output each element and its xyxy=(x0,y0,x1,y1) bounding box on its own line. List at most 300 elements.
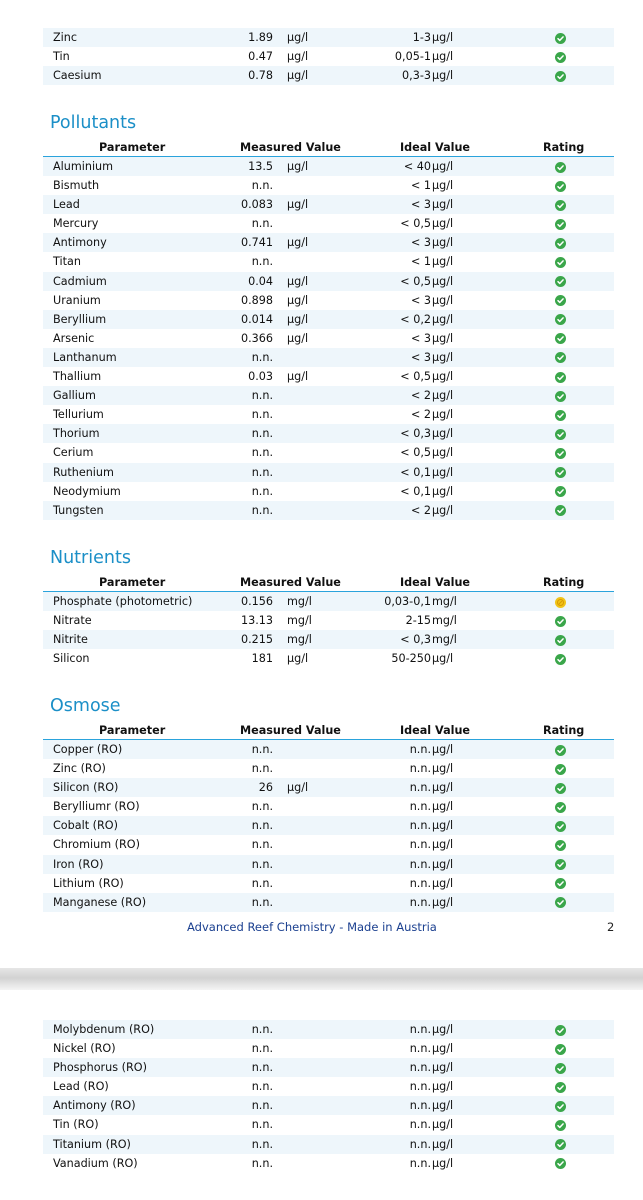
table-row xyxy=(43,482,614,501)
measured-value: n.n. xyxy=(251,1099,273,1113)
ideal-value: < 40 xyxy=(403,160,431,173)
measured-value: n.n. xyxy=(251,446,273,460)
ideal-unit: µg/l xyxy=(432,743,454,756)
parameter-name: Beryllium xyxy=(53,312,107,326)
ideal-unit: µg/l xyxy=(432,69,454,83)
check-circle-icon xyxy=(555,200,566,211)
ideal-value: n.n. xyxy=(409,895,431,909)
parameter-name: Ruthenium xyxy=(53,465,114,479)
ideal-unit: µg/l xyxy=(432,312,454,326)
ideal-unit: µg/l xyxy=(432,1118,454,1132)
ideal-value: < 3 xyxy=(410,331,431,345)
table-row xyxy=(43,291,614,310)
pollutants-header xyxy=(43,139,614,157)
table-row xyxy=(43,66,614,85)
measured-unit: µg/l xyxy=(287,236,309,250)
ideal-unit: µg/l xyxy=(432,31,454,44)
ideal-value: n.n. xyxy=(409,1042,431,1056)
measured-unit: µg/l xyxy=(287,652,309,666)
header-ideal: Ideal Value xyxy=(400,724,471,737)
ideal-value: n.n. xyxy=(409,1080,431,1094)
measured-unit: µg/l xyxy=(287,781,309,795)
check-circle-icon xyxy=(555,181,566,192)
measured-value: n.n. xyxy=(251,819,273,833)
table-row xyxy=(43,759,614,778)
parameter-name: Silicon xyxy=(53,652,90,666)
ideal-value: < 1 xyxy=(410,179,431,193)
parameter-name: Berylliumr (RO) xyxy=(53,800,140,814)
ideal-unit: µg/l xyxy=(432,179,454,193)
ideal-unit: mg/l xyxy=(432,595,457,608)
table-row xyxy=(43,195,614,214)
ideal-value: n.n. xyxy=(409,819,431,833)
ideal-value: < 0,5 xyxy=(400,370,431,384)
measured-value: 0.156 xyxy=(240,595,273,608)
check-circle-icon xyxy=(555,391,566,402)
check-circle-icon xyxy=(555,314,566,325)
check-circle-icon xyxy=(555,467,566,478)
measured-value: 0.366 xyxy=(240,331,273,345)
ideal-value: n.n. xyxy=(409,743,431,756)
table-row xyxy=(43,233,614,252)
measured-value: 0.215 xyxy=(240,633,273,647)
check-circle-icon xyxy=(555,448,566,459)
ideal-unit: µg/l xyxy=(432,389,454,403)
parameter-name: Thorium xyxy=(53,427,100,441)
ideal-unit: µg/l xyxy=(432,503,454,517)
measured-unit: µg/l xyxy=(287,331,309,345)
measured-unit: mg/l xyxy=(287,614,312,628)
parameter-name: Zinc (RO) xyxy=(53,762,106,776)
ideal-value: < 2 xyxy=(410,503,431,517)
check-circle-icon xyxy=(555,821,566,832)
ideal-value: < 0,2 xyxy=(400,312,431,326)
measured-value: n.n. xyxy=(251,217,273,231)
check-circle-icon xyxy=(555,410,566,421)
measured-unit: µg/l xyxy=(287,293,309,307)
ideal-unit: µg/l xyxy=(432,236,454,250)
parameter-name: Silicon (RO) xyxy=(53,781,119,795)
measured-unit: µg/l xyxy=(287,31,309,44)
check-circle-icon xyxy=(555,372,566,383)
ideal-value: n.n. xyxy=(409,1061,431,1075)
osmose-header xyxy=(43,722,614,740)
ideal-unit: µg/l xyxy=(432,446,454,460)
check-circle-icon xyxy=(555,897,566,908)
measured-value: n.n. xyxy=(251,762,273,776)
parameter-name: Lead xyxy=(53,198,80,212)
parameter-name: Tin (RO) xyxy=(53,1118,99,1132)
measured-value: 0.083 xyxy=(240,198,273,212)
parameter-name: Chromium (RO) xyxy=(53,838,140,852)
check-circle-icon xyxy=(555,333,566,344)
measured-value: n.n. xyxy=(251,484,273,498)
ideal-value: < 0,3 xyxy=(400,633,431,647)
ideal-unit: µg/l xyxy=(432,1023,454,1036)
table-row xyxy=(43,310,614,329)
header-measured: Measured Value xyxy=(240,724,341,737)
header-ideal: Ideal Value xyxy=(400,141,471,154)
pollutants-table xyxy=(43,157,614,520)
parameter-name: Nickel (RO) xyxy=(53,1042,116,1056)
check-circle-icon xyxy=(555,635,566,646)
measured-unit: µg/l xyxy=(287,160,309,173)
measured-value: n.n. xyxy=(251,389,273,403)
check-circle-icon xyxy=(555,52,566,63)
footer-text: Advanced Reef Chemistry - Made in Austria xyxy=(187,920,437,934)
ideal-value: < 2 xyxy=(410,389,431,403)
check-circle-icon xyxy=(555,1158,566,1169)
table-row xyxy=(43,1135,614,1154)
check-circle-icon xyxy=(555,745,566,756)
check-circle-icon xyxy=(555,802,566,813)
ideal-value: 0,03-0,1 xyxy=(384,595,431,608)
table-row xyxy=(43,463,614,482)
header-rating: Rating xyxy=(543,576,585,589)
header-rating: Rating xyxy=(543,141,585,154)
table-row xyxy=(43,28,614,47)
check-circle-icon xyxy=(555,486,566,497)
ideal-unit: µg/l xyxy=(432,652,454,666)
ideal-unit: µg/l xyxy=(432,1042,454,1056)
check-circle-icon xyxy=(555,1139,566,1150)
check-circle-icon xyxy=(555,859,566,870)
measured-unit: mg/l xyxy=(287,595,312,608)
table-row xyxy=(43,176,614,195)
ideal-unit: µg/l xyxy=(432,819,454,833)
table-row xyxy=(43,592,614,611)
check-circle-icon xyxy=(555,257,566,268)
check-circle-icon xyxy=(555,276,566,287)
page-break xyxy=(0,968,643,990)
ideal-value: < 0,5 xyxy=(400,446,431,460)
parameter-name: Vanadium (RO) xyxy=(53,1156,138,1170)
check-circle-icon xyxy=(555,429,566,440)
ideal-unit: µg/l xyxy=(432,1156,454,1170)
parameter-name: Tin xyxy=(53,50,70,64)
ideal-unit: µg/l xyxy=(432,895,454,909)
measured-value: n.n. xyxy=(251,427,273,441)
ideal-value: 50-250 xyxy=(391,652,431,666)
check-circle-icon xyxy=(555,1063,566,1074)
measured-unit: µg/l xyxy=(287,69,309,83)
check-circle-icon xyxy=(555,654,566,665)
table-row xyxy=(43,1154,614,1173)
ideal-value: 0,3-3 xyxy=(402,69,431,83)
table-row xyxy=(43,1039,614,1058)
header-measured: Measured Value xyxy=(240,576,341,589)
check-circle-icon xyxy=(555,352,566,363)
parameter-name: Gallium xyxy=(53,389,96,403)
check-circle-icon xyxy=(555,33,566,44)
ideal-unit: µg/l xyxy=(432,427,454,441)
measured-value: n.n. xyxy=(251,503,273,517)
measured-value: 0.898 xyxy=(240,293,273,307)
table-row xyxy=(43,252,614,271)
measured-value: 0.03 xyxy=(248,370,273,384)
ideal-value: < 3 xyxy=(410,293,431,307)
ideal-unit: µg/l xyxy=(432,408,454,422)
ideal-value: n.n. xyxy=(409,857,431,871)
ideal-unit: µg/l xyxy=(432,762,454,776)
parameter-name: Caesium xyxy=(53,69,102,83)
ideal-unit: µg/l xyxy=(432,1099,454,1113)
table-row xyxy=(43,1020,614,1039)
check-circle-icon xyxy=(555,238,566,249)
measured-value: n.n. xyxy=(251,895,273,909)
ideal-unit: µg/l xyxy=(432,50,454,64)
ideal-unit: µg/l xyxy=(432,274,454,288)
parameter-name: Antimony (RO) xyxy=(53,1099,136,1113)
ideal-unit: µg/l xyxy=(432,217,454,231)
parameter-name: Thallium xyxy=(53,370,102,384)
parameter-name: Manganese (RO) xyxy=(53,895,147,909)
measured-value: n.n. xyxy=(251,179,273,193)
table-row xyxy=(43,630,614,649)
ideal-value: < 3 xyxy=(410,350,431,364)
ideal-value: 1-3 xyxy=(412,31,431,44)
measured-unit: mg/l xyxy=(287,633,312,647)
parameter-name: Tellurium xyxy=(53,408,104,422)
check-circle-icon xyxy=(555,878,566,889)
check-circle-icon xyxy=(555,1101,566,1112)
parameter-name: Lead (RO) xyxy=(53,1080,109,1094)
table-row xyxy=(43,1077,614,1096)
ideal-unit: µg/l xyxy=(432,1061,454,1075)
parameter-name: Molybdenum (RO) xyxy=(53,1023,155,1036)
ideal-unit: µg/l xyxy=(432,465,454,479)
measured-value: n.n. xyxy=(251,408,273,422)
table-row xyxy=(43,348,614,367)
check-circle-icon xyxy=(555,616,566,627)
ideal-unit: µg/l xyxy=(432,293,454,307)
measured-value: 0.78 xyxy=(248,69,273,83)
ideal-value: < 0,5 xyxy=(400,217,431,231)
table-row xyxy=(43,214,614,233)
ideal-unit: µg/l xyxy=(432,876,454,890)
parameter-name: Titanium (RO) xyxy=(53,1137,131,1151)
measured-value: n.n. xyxy=(251,857,273,871)
measured-value: 13.5 xyxy=(248,160,273,173)
ideal-unit: mg/l xyxy=(432,633,457,647)
ideal-value: 0,05-1 xyxy=(394,50,431,64)
parameter-name: Cerium xyxy=(53,446,94,460)
measured-value: n.n. xyxy=(251,1061,273,1075)
trace-elements-table xyxy=(43,28,614,85)
measured-unit: µg/l xyxy=(287,370,309,384)
ideal-value: n.n. xyxy=(409,800,431,814)
ideal-value: < 0,1 xyxy=(400,465,431,479)
parameter-name: Cadmium xyxy=(53,274,107,288)
parameter-name: Phosphate (photometric) xyxy=(53,595,193,608)
measured-value: n.n. xyxy=(251,1023,273,1036)
ideal-unit: µg/l xyxy=(432,350,454,364)
ideal-unit: mg/l xyxy=(432,614,457,628)
parameter-name: Phosphorus (RO) xyxy=(53,1061,147,1075)
parameter-name: Lanthanum xyxy=(53,350,117,364)
measured-value: 0.04 xyxy=(248,274,273,288)
measured-value: n.n. xyxy=(251,465,273,479)
ideal-value: < 0,3 xyxy=(400,427,431,441)
parameter-name: Cobalt (RO) xyxy=(53,819,118,833)
measured-unit: µg/l xyxy=(287,50,309,64)
table-row xyxy=(43,386,614,405)
osmose-title: Osmose xyxy=(50,696,121,716)
page-number: 2 xyxy=(607,920,615,934)
header-rating: Rating xyxy=(543,724,585,737)
measured-value: n.n. xyxy=(251,1042,273,1056)
measured-value: n.n. xyxy=(251,876,273,890)
table-row xyxy=(43,405,614,424)
measured-value: 0.741 xyxy=(240,236,273,250)
parameter-name: Neodymium xyxy=(53,484,121,498)
parameter-name: Aluminium xyxy=(53,160,114,173)
check-circle-icon xyxy=(555,505,566,516)
ideal-value: < 0,1 xyxy=(400,484,431,498)
measured-value: n.n. xyxy=(251,1080,273,1094)
table-row xyxy=(43,874,614,893)
measured-value: n.n. xyxy=(251,743,273,756)
ideal-value: < 0,5 xyxy=(400,274,431,288)
header-ideal: Ideal Value xyxy=(400,576,471,589)
table-row xyxy=(43,329,614,348)
table-row xyxy=(43,157,614,176)
measured-unit: µg/l xyxy=(287,312,309,326)
nutrients-title: Nutrients xyxy=(50,548,131,568)
measured-value: n.n. xyxy=(251,350,273,364)
parameter-name: Titan xyxy=(53,255,81,269)
parameter-name: Copper (RO) xyxy=(53,743,123,756)
table-row xyxy=(43,855,614,874)
ideal-unit: µg/l xyxy=(432,800,454,814)
table-row xyxy=(43,778,614,797)
nutrients-header xyxy=(43,574,614,592)
ideal-value: n.n. xyxy=(409,876,431,890)
check-circle-icon xyxy=(555,783,566,794)
check-circle-icon xyxy=(555,162,566,173)
measured-value: n.n. xyxy=(251,1118,273,1132)
measured-value: n.n. xyxy=(251,1137,273,1151)
osmose-table xyxy=(43,740,614,912)
ideal-unit: µg/l xyxy=(432,484,454,498)
measured-value: 0.014 xyxy=(240,312,273,326)
table-row xyxy=(43,893,614,912)
check-circle-icon xyxy=(555,295,566,306)
osmose-table-continued xyxy=(43,1020,614,1173)
header-parameter: Parameter xyxy=(99,141,166,154)
ideal-unit: µg/l xyxy=(432,160,454,173)
parameter-name: Arsenic xyxy=(53,331,95,345)
check-circle-icon xyxy=(555,71,566,82)
ideal-value: n.n. xyxy=(409,1099,431,1113)
ideal-value: n.n. xyxy=(409,781,431,795)
table-row xyxy=(43,816,614,835)
measured-value: 181 xyxy=(251,652,273,666)
measured-unit: µg/l xyxy=(287,198,309,212)
parameter-name: Antimony xyxy=(53,236,107,250)
parameter-name: Uranium xyxy=(53,293,101,307)
check-circle-icon xyxy=(555,1082,566,1093)
table-row xyxy=(43,649,614,668)
table-row xyxy=(43,740,614,759)
table-row xyxy=(43,501,614,520)
parameter-name: Lithium (RO) xyxy=(53,876,124,890)
ideal-value: n.n. xyxy=(409,1118,431,1132)
table-row xyxy=(43,1058,614,1077)
measured-value: n.n. xyxy=(251,800,273,814)
check-circle-icon xyxy=(555,219,566,230)
measured-value: 13.13 xyxy=(240,614,273,628)
ideal-unit: µg/l xyxy=(432,838,454,852)
ideal-value: n.n. xyxy=(409,838,431,852)
parameter-name: Tungsten xyxy=(53,503,104,517)
header-parameter: Parameter xyxy=(99,724,166,737)
table-row xyxy=(43,1096,614,1115)
measured-value: 26 xyxy=(258,781,273,795)
measured-value: n.n. xyxy=(251,1156,273,1170)
ideal-unit: µg/l xyxy=(432,1137,454,1151)
table-row xyxy=(43,367,614,386)
ideal-value: 2-15 xyxy=(405,614,431,628)
table-row xyxy=(43,443,614,462)
check-circle-icon xyxy=(555,1025,566,1036)
check-circle-icon xyxy=(555,764,566,775)
table-row xyxy=(43,272,614,291)
ideal-value: < 1 xyxy=(410,255,431,269)
measured-value: n.n. xyxy=(251,255,273,269)
pollutants-title: Pollutants xyxy=(50,113,137,133)
report-page-3 xyxy=(0,990,643,1200)
warning-circle-icon xyxy=(555,597,566,608)
measured-value: n.n. xyxy=(251,838,273,852)
ideal-unit: µg/l xyxy=(432,370,454,384)
table-row xyxy=(43,835,614,854)
ideal-unit: µg/l xyxy=(432,857,454,871)
table-row xyxy=(43,424,614,443)
ideal-value: n.n. xyxy=(409,762,431,776)
parameter-name: Nitrite xyxy=(53,633,88,647)
nutrients-table xyxy=(43,592,614,668)
parameter-name: Iron (RO) xyxy=(53,857,104,871)
ideal-value: n.n. xyxy=(409,1023,431,1036)
parameter-name: Mercury xyxy=(53,217,99,231)
table-row xyxy=(43,797,614,816)
ideal-value: < 3 xyxy=(410,236,431,250)
table-row xyxy=(43,1115,614,1134)
ideal-value: n.n. xyxy=(409,1137,431,1151)
parameter-name: Nitrate xyxy=(53,614,92,628)
parameter-name: Bismuth xyxy=(53,179,100,193)
ideal-value: < 2 xyxy=(410,408,431,422)
header-parameter: Parameter xyxy=(99,576,166,589)
check-circle-icon xyxy=(555,1044,566,1055)
ideal-unit: µg/l xyxy=(432,255,454,269)
measured-unit: µg/l xyxy=(287,274,309,288)
ideal-value: n.n. xyxy=(409,1156,431,1170)
check-circle-icon xyxy=(555,1120,566,1131)
measured-value: 0.47 xyxy=(248,50,273,64)
ideal-unit: µg/l xyxy=(432,1080,454,1094)
table-row xyxy=(43,611,614,630)
table-row xyxy=(43,47,614,66)
ideal-unit: µg/l xyxy=(432,781,454,795)
ideal-value: < 3 xyxy=(410,198,431,212)
ideal-unit: µg/l xyxy=(432,331,454,345)
measured-value: 1.89 xyxy=(248,31,273,44)
ideal-unit: µg/l xyxy=(432,198,454,212)
check-circle-icon xyxy=(555,840,566,851)
header-measured: Measured Value xyxy=(240,141,341,154)
